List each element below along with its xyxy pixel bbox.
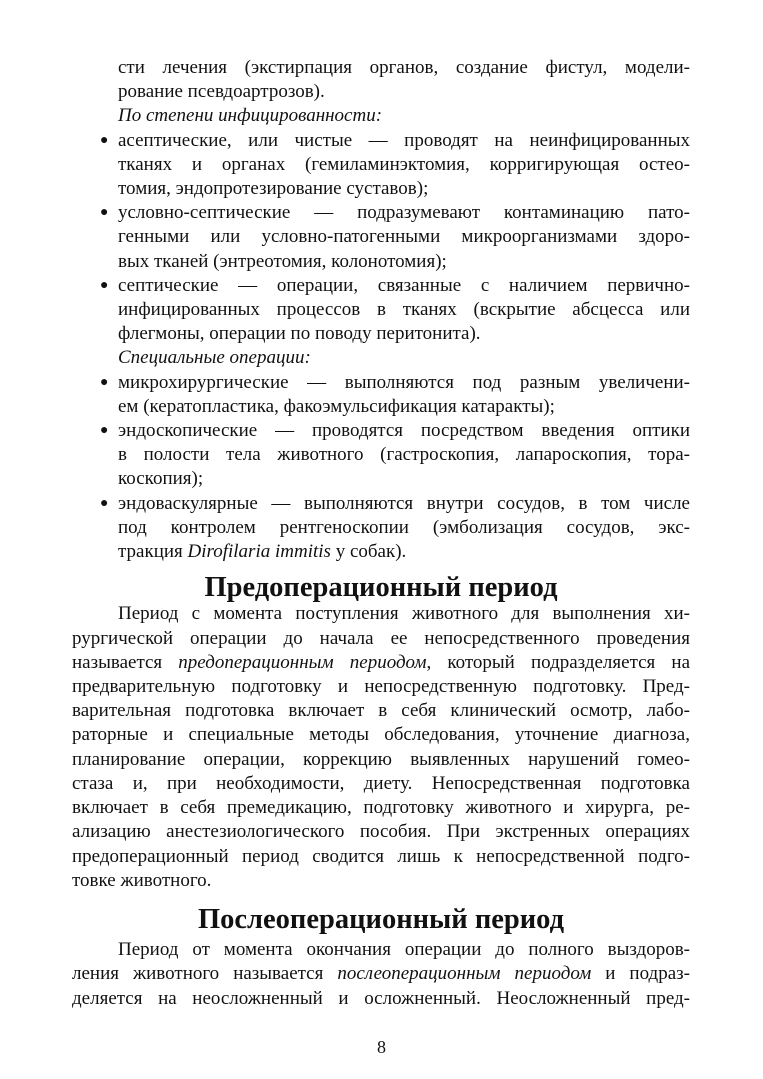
paragraph-line: ализацию анестезиологического пособия. При экстренных операциях [72, 821, 690, 843]
paragraph-line: планирование операции, коррекцию выявленных нарушений гомео- [72, 748, 690, 770]
paragraph-line: товке животного. [72, 869, 212, 891]
page-body [72, 56, 690, 1011]
paragraph-line: стаза и, при необходимости, диету. Непосредственная подготовка [72, 772, 690, 794]
preop-paragraph [72, 602, 690, 892]
paragraph-line: включает в себя премедикацию, подготовку животного и хирурга, ре- [72, 797, 690, 819]
list-item-line: под контролем рентгеноскопии (эмболизация сосудов, экс- [118, 516, 690, 538]
list-item-line: томия, эндопротезирование суставов); [118, 178, 429, 200]
term-italic: предоперационным периодом [178, 651, 427, 673]
list-item-line: флегмоны, операции по поводу перитонита). [118, 323, 481, 345]
postop-heading: Послеоперационный период [197, 903, 565, 935]
list-item-line: эндоваскулярные — выполняются внутри сосудов, в том числе [118, 492, 690, 514]
list-item-line: септические — операции, связанные с наличием первично- [118, 274, 690, 296]
postop-paragraph [72, 938, 690, 1011]
preop-heading: Предоперационный период [204, 572, 558, 604]
bullet-icon: ● [100, 205, 109, 221]
bullet-icon: ● [100, 495, 109, 511]
list-item-line: ем (кератопластика, факоэмульсификация катаракты); [118, 395, 555, 417]
special-heading: Специальные операции: [118, 347, 311, 369]
list-item [72, 274, 690, 347]
list-item-line: вых тканей (энтреотомия, колонотомия); [118, 250, 447, 272]
list-item-line [118, 540, 690, 564]
text-span: называется [72, 651, 179, 673]
paragraph-line: раторные и специальные методы обследования, уточнение диагноза, [72, 724, 690, 746]
text-span: у собак). [330, 541, 407, 563]
infection-list [72, 129, 690, 347]
list-item-line: инфицированных процессов в тканях (вскрытие абсцесса или [118, 299, 690, 321]
intro-line: сти лечения (экстирпация органов, создание фистул, модели- [118, 57, 690, 78]
list-item [72, 492, 690, 565]
text-span: , который подразделяется на [426, 651, 691, 673]
bullet-icon: ● [100, 277, 109, 293]
paragraph-line: варительная подготовка включает в себя клинический осмотр, лабо- [72, 700, 690, 722]
species-name: Dirofilaria immitis [187, 541, 331, 563]
paragraph-line: предоперационный период сводится лишь к непосредственной подго- [72, 845, 690, 867]
list-item [72, 419, 690, 492]
list-item-line: коскопия); [118, 468, 204, 490]
bullet-icon: ● [100, 374, 109, 390]
paragraph-line: рургической операции до начала ее непосредственного проведения [72, 627, 690, 649]
paragraph-line: предварительную подготовку и непосредственную подготовку. Пред- [72, 676, 690, 698]
bullet-icon: ● [100, 132, 109, 148]
list-item-line: тканях и органах (гемиламинэктомия, корригирующая остео- [118, 153, 690, 175]
paragraph-line: Период от момента окончания операции до полного выздоров- [118, 939, 690, 961]
list-item [72, 129, 690, 202]
bullet-icon: ● [100, 423, 109, 439]
list-item-line: условно-септические — подразумевают контаминацию пато- [118, 202, 690, 224]
page-number: 8 [377, 1037, 386, 1057]
paragraph-line [72, 651, 690, 675]
list-item-line: в полости тела животного (гастроскопия, лапароскопия, тора- [118, 444, 690, 466]
list-item-line: генными или условно-патогенными микроорганизмами здоро- [118, 226, 690, 248]
text-span: тракция [118, 541, 188, 563]
list-item [72, 371, 690, 419]
paragraph-line: деляется на неосложненный и осложненный. Неосложненный пред- [72, 987, 690, 1009]
paragraph-line [72, 962, 690, 986]
infection-heading: По степени инфицированности: [118, 105, 383, 127]
paragraph-line: Период с момента поступления животного для выполнения хи- [118, 603, 690, 625]
special-list [72, 371, 690, 565]
text-span: и подраз- [591, 963, 690, 985]
list-item [72, 201, 690, 274]
term-italic: послеоперационным периодом [337, 963, 592, 985]
list-item-line: асептические, или чистые — проводят на неинфицированных [118, 129, 690, 151]
list-item-line: микрохирургические — выполняются под разным увеличени- [118, 371, 690, 393]
text-span: ления животного называется [72, 963, 338, 985]
list-item-line: эндоскопические — проводятся посредством введения оптики [118, 420, 690, 442]
intro-line: рование псевдоартрозов). [118, 81, 325, 103]
